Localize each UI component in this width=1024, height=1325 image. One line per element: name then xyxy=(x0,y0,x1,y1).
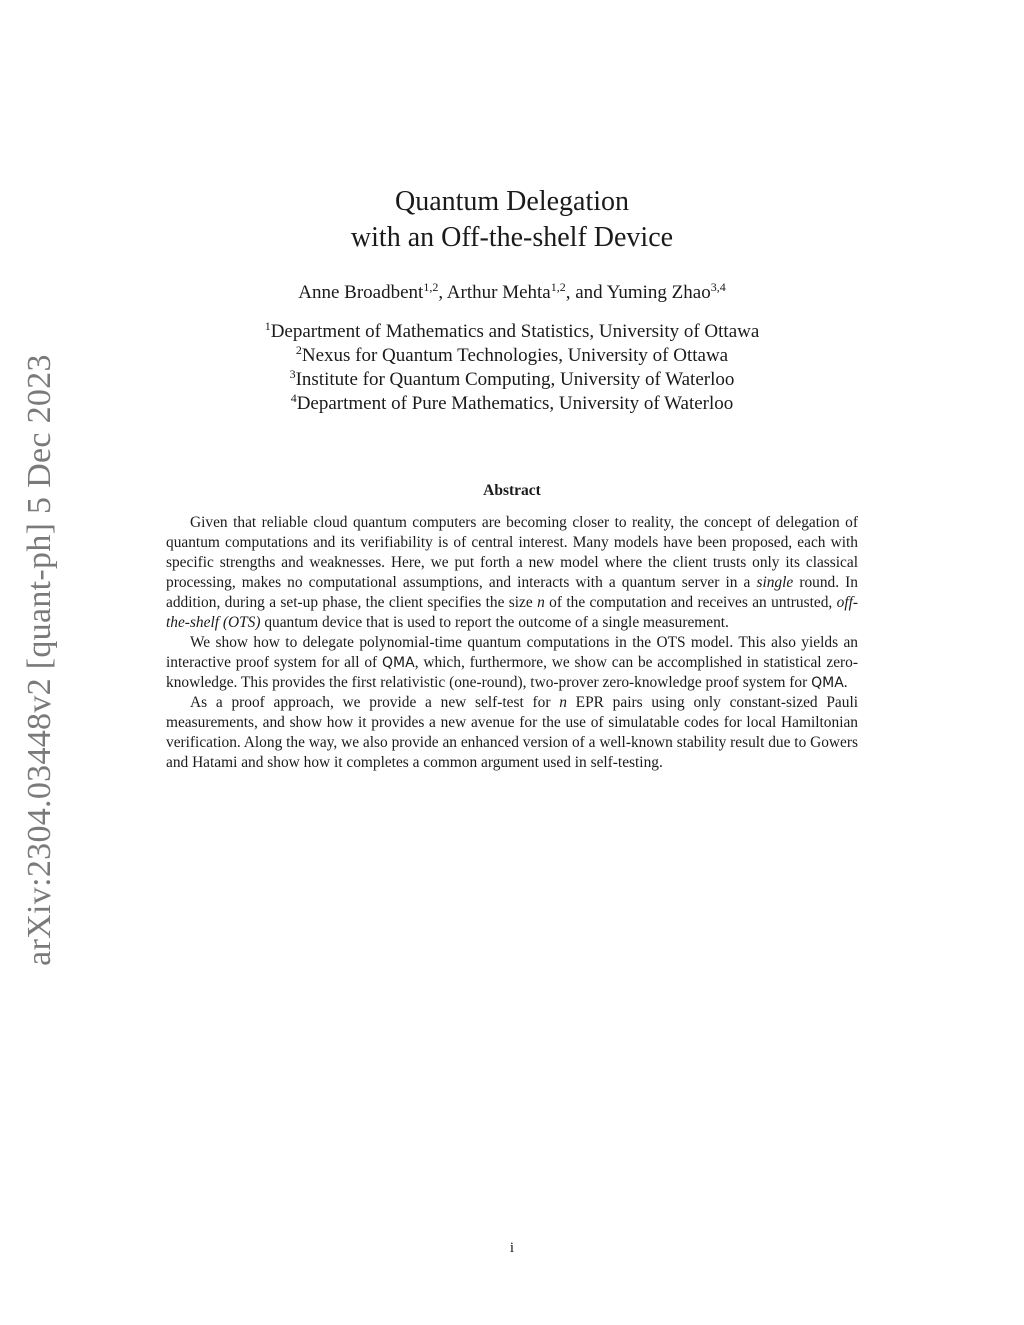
author-affiliation-marker: 1,2 xyxy=(550,280,566,294)
author-name: Yuming Zhao xyxy=(606,282,711,303)
abstract-text: round. In addition, during a set-up phase, the client specifies the size xyxy=(166,574,858,611)
arxiv-side-stamp xyxy=(10,330,70,990)
affiliation-number: 1 xyxy=(264,319,271,333)
author-name: Anne Broadbent xyxy=(298,282,424,303)
affiliation-number: 4 xyxy=(290,391,297,405)
affiliation-item xyxy=(170,392,854,416)
abstract-body xyxy=(166,513,858,773)
affiliation-list xyxy=(170,320,854,416)
title-line-1: Quantum Delegation xyxy=(394,186,630,217)
arxiv-identifier: arXiv:2304.03448v2 [quant-ph] 5 Dec 2023 xyxy=(21,354,58,966)
author-separator: , xyxy=(438,282,447,303)
affiliation-text: Nexus for Quantum Technologies, University of Ottawa xyxy=(301,345,729,366)
affiliation-text: Department of Mathematics and Statistics, University of Ottawa xyxy=(270,321,760,342)
abstract-emphasis: off-the-shelf (OTS) xyxy=(166,594,858,631)
abstract-text: quantum device that is used to report the outcome of a single measurement. xyxy=(260,614,729,631)
author-affiliation-marker: 1,2 xyxy=(423,280,439,294)
abstract-paragraph-2 xyxy=(166,633,858,693)
affiliation-text: Department of Pure Mathematics, University of Waterloo xyxy=(296,393,734,414)
author-name: Arthur Mehta xyxy=(446,282,551,303)
affiliation-text: Institute for Quantum Computing, University of Waterloo xyxy=(295,369,735,390)
abstract-paragraph-1 xyxy=(166,513,858,633)
title-line-2: with an Off-the-shelf Device xyxy=(350,222,674,253)
affiliation-item xyxy=(170,368,854,392)
complexity-class: QMA xyxy=(811,675,844,691)
page-number: i xyxy=(509,1240,515,1256)
abstract-text: of the computation and receives an untrusted, xyxy=(544,594,837,611)
affiliation-number: 3 xyxy=(289,367,296,381)
author-affiliation-marker: 3,4 xyxy=(710,280,726,294)
abstract-paragraph-3 xyxy=(166,693,858,773)
abstract-text: , which, furthermore, we show can be accomplished in statistical zero-knowledge. This provides the first relativistic (one-round), two-prover zero-knowledge proof system for xyxy=(166,654,858,691)
abstract-heading: Abstract xyxy=(483,482,541,499)
abstract-emphasis: single xyxy=(756,574,794,591)
abstract-text: We show how to delegate polynomial-time quantum computations in the OTS model. This also yields an interactive proof system for all of xyxy=(166,634,858,671)
abstract-text: EPR pairs using only constant-sized Pauli measurements, and show how it provides a new avenue for the use of simulatable codes for local Hamiltonian verification. Along the way, we also provide an enhanced version of a well-known stability result due to Gowers and Hatami and show how it completes a common argument used in self-testing. xyxy=(166,694,859,771)
paper-title xyxy=(170,184,854,256)
author-list xyxy=(170,280,854,306)
math-variable: n xyxy=(537,594,545,611)
abstract-text: As a proof approach, we provide a new self-test for xyxy=(190,694,560,711)
abstract-text: Given that reliable cloud quantum computers are becoming closer to reality, the concept of delegation of quantum computations and its verifiability is of central interest. Many models have been proposed, each with specific strengths and weaknesses. Here, we put forth a new model where the client trusts only its classical processing, makes no computational assumptions, and interacts with a quantum server in a xyxy=(166,514,858,591)
complexity-class: QMA xyxy=(382,655,415,671)
affiliation-item xyxy=(170,344,854,368)
abstract-text: . xyxy=(843,674,848,691)
affiliation-item xyxy=(170,320,854,344)
affiliation-number: 2 xyxy=(295,343,302,357)
math-variable: n xyxy=(559,694,567,711)
author-separator: , and xyxy=(565,282,607,303)
